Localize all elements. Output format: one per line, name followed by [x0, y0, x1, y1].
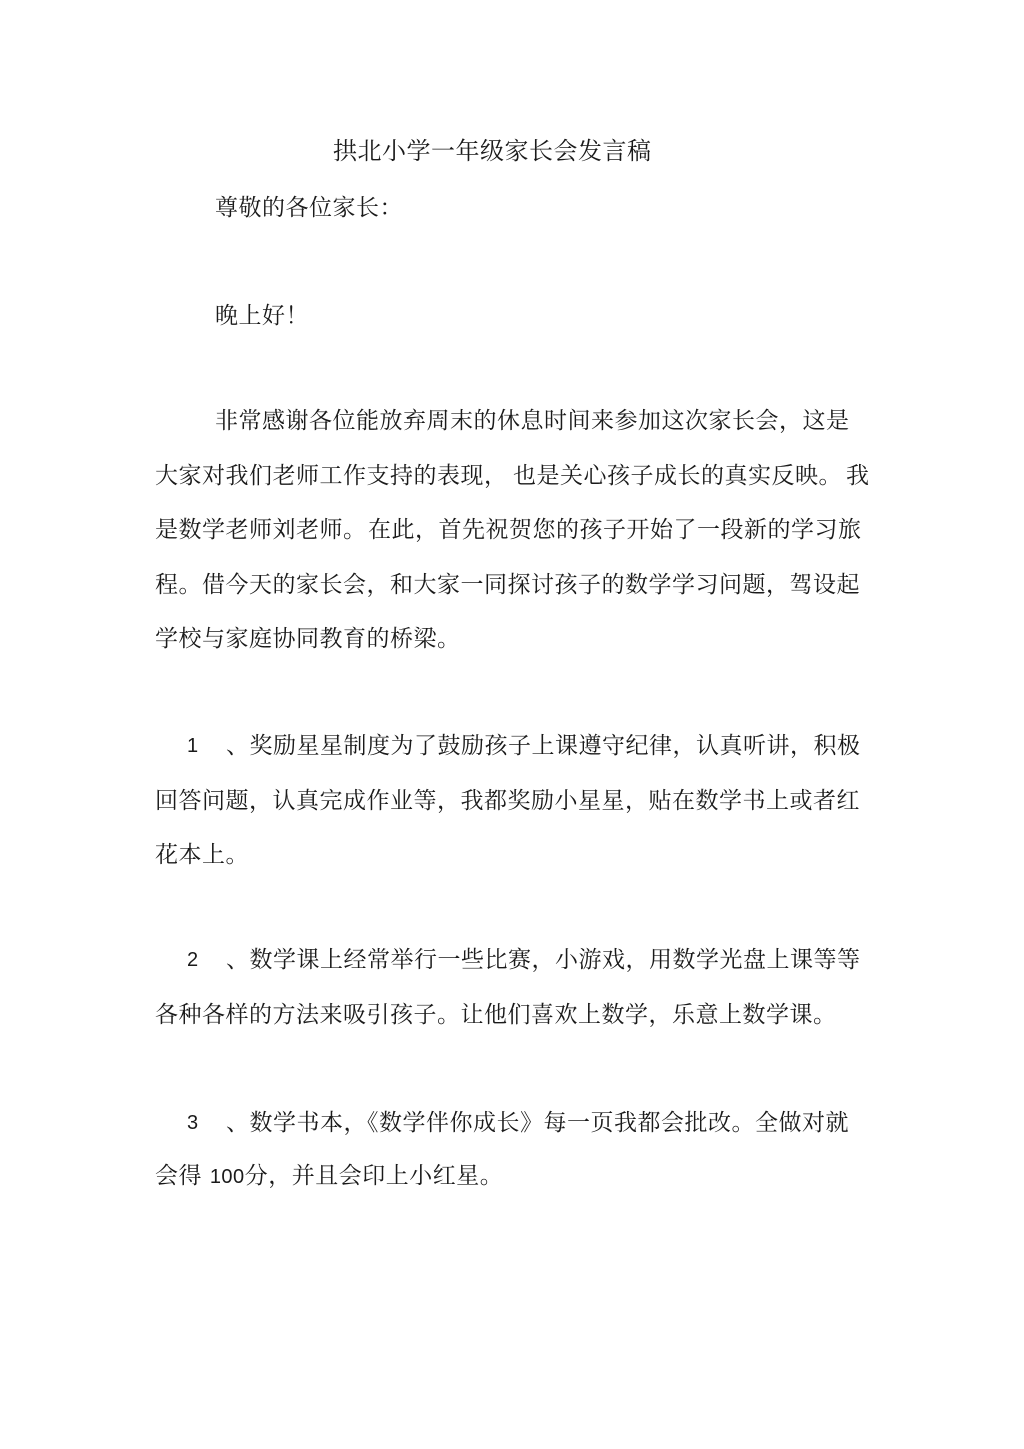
intro-line-2a: 大家对我们老师工作支持的表现，	[155, 463, 508, 489]
greeting: 晚上好！	[215, 303, 309, 329]
item2-line-2: 各种各样的方法来吸引孩子。让他们喜欢上数学，乐意上数学课。	[155, 1002, 837, 1028]
intro-line-2b: 也是关心孩子成长的真实反映。	[513, 463, 842, 489]
salutation: 尊敬的各位家长：	[215, 195, 403, 221]
intro-line-3b: 在此，首先祝贺您的孩子开始了一段新的学习旅	[368, 517, 862, 543]
item3-line-2-start: 会得	[155, 1163, 202, 1189]
item3-line-1: 、数学书本，《数学伴你成长》每一页我都会批改。全做对就	[226, 1110, 849, 1136]
item2-number: 2	[187, 949, 199, 971]
intro-line-5: 学校与家庭协同教育的桥梁。	[155, 626, 461, 652]
intro-line-4: 程。借今天的家长会，和大家一同探讨孩子的数学学习问题，驾设起	[155, 572, 860, 598]
item3-score: 100	[209, 1166, 245, 1188]
item3-line-2-end: 分，并且会印上小红星。	[244, 1163, 504, 1189]
intro-line-2c: 我	[846, 463, 870, 489]
item3-number: 3	[187, 1112, 199, 1134]
item1-line-1: 、奖励星星制度为了鼓励孩子上课遵守纪律，认真听讲，积极	[226, 733, 861, 759]
item1-line-3: 花本上。	[155, 842, 249, 868]
intro-line-1: 非常感谢各位能放弃周末的休息时间来参加这次家长会，这是	[215, 408, 850, 434]
item3-line-2	[155, 1161, 503, 1192]
item1-line-2: 回答问题，认真完成作业等，我都奖励小星星，贴在数学书上或者红	[155, 788, 860, 814]
item2-line-1: 、数学课上经常举行一些比赛，小游戏，用数学光盘上课等等	[226, 947, 861, 973]
item1-number: 1	[187, 735, 199, 757]
intro-line-3a: 是数学老师刘老师。	[155, 517, 367, 543]
document-title: 拱北小学一年级家长会发言稿	[333, 137, 652, 165]
